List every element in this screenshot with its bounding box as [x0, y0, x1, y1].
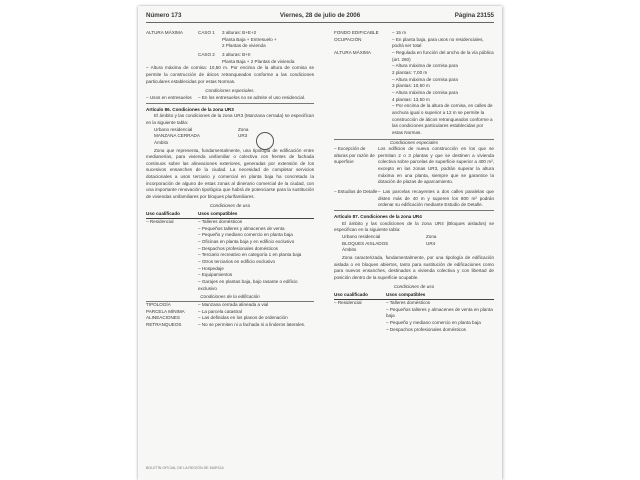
caso2-lines [222, 52, 314, 65]
ur3-info-table [146, 127, 314, 147]
ur4-zone-text: Zona caracterizada, fundamentalmente, por una tipología de edificación aislada o en bloques abiertos, tanto para sustitución de edificaciones como para nuevos ensanches, destinados a vivienda colectiva y con libertad de posición dentro de la superficie ocupable. [334, 255, 494, 280]
cond-especiales-title: Condiciones especiales. [205, 88, 255, 94]
list-item: – Talleres domésticos [386, 299, 431, 305]
estudios-value: – Las parcelas recayentes a dos calles paralelas que disten más de 40 m y superen los 800 m² podrán ordenar su edificación mediante Estudio de Detalle. [378, 189, 494, 208]
altura-label: ALTURA MÁXIMA [334, 49, 371, 55]
altura-row [334, 50, 494, 137]
list-item: – Pequeño y mediano comercio en planta baja [198, 232, 293, 238]
info-row: Urbano residencial Zona [154, 126, 249, 132]
uso-table-header: Uso cualificado Usos compatibles [146, 211, 314, 219]
list-item: – Terciario recreativo en categoría 1 en planta baja [198, 252, 302, 258]
list-item: – Garajes en plantas baja, bajo rasante o edificio exclusivo [198, 278, 298, 291]
altura-line: – Regulada en función del ancho de la vía pública (art. 260) [392, 49, 494, 62]
list-item: – Despachos profesionales domésticos [198, 245, 278, 251]
cond-edif-title: Condiciones de la edificación [200, 294, 260, 300]
list-item: – Equipamientos [198, 272, 233, 278]
info-row: Urbano residencial Zona [342, 234, 437, 240]
article-86-title: Artículo 86. Condiciones de la zona UR3 [146, 106, 234, 112]
article-87-title: Artículo 87. Condiciones de la zona UR4 [334, 214, 422, 220]
list-item: – Oficinas en planta baja y en edificio exclusivo [198, 239, 295, 245]
altura-line: 2 plantas: 7,00 m [392, 69, 428, 75]
ocupacion-label: OCUPACIÓN [334, 36, 362, 42]
circle-mark-icon [256, 132, 274, 150]
estudios-label: – Estudios de Detalle [334, 189, 378, 195]
caso2-line: Planta Baja + 2 Plantas de vivienda [222, 58, 295, 64]
edif-row: PARCELA MÍNIMA – La parcela catastral [146, 308, 242, 314]
ocupacion-row [334, 37, 494, 50]
cond-uso-title: Condiciones de uso [209, 202, 251, 208]
ocupacion-value: – En planta baja, para usos no residenciales, podrá ser total [392, 36, 484, 49]
altura-line: 3 plantas: 10,50 m [392, 83, 430, 89]
altura-line: – Altura máxima de cornisa para [392, 63, 458, 69]
estudios-row [334, 189, 494, 211]
altura-line: – Altura máxima de cornisa para [392, 89, 458, 95]
issue-date: Viernes, 28 de julio de 2006 [279, 12, 361, 19]
issue-number: Número 173 [146, 12, 182, 19]
uso-table-header: Uso cualificado Usos compatibles [334, 292, 494, 300]
page-header [146, 12, 494, 23]
edif-row: TIPOLOGÍA – Manzana cerrada alineada a vial [146, 301, 269, 307]
info-row: MANZANA CERRADA UR3 [154, 133, 248, 139]
article-86-intro: El ámbito y las condiciones de la zona UR3 (Manzana cerrada) se especifican en la siguiente tabla: [146, 113, 314, 125]
list-item: – Despachos profesionales domésticos [386, 326, 466, 332]
left-column [146, 30, 314, 329]
altura-block [146, 30, 314, 50]
page-number: Página 23155 [454, 12, 494, 19]
excepcion-row [334, 146, 494, 186]
uso-table [146, 219, 314, 292]
list-item: – Talleres domésticos [198, 219, 243, 225]
altura-line: – Por encima de la altura de cornisa, en calles de anchura igual o superior a 12 m se permite la construcción de áticos retranqueados conforme a las condiciones particulares establecidas por estas Normas. [392, 103, 493, 135]
caso1-lines [222, 30, 314, 50]
info-row: BLOQUES AISLADOS UR4 [342, 240, 436, 246]
uso-cualificado: – Residencial [146, 219, 174, 225]
cond-uso-title: Condiciones de uso [393, 283, 435, 289]
usos-entresuelos-row [146, 95, 314, 104]
usos-compatibles [198, 219, 314, 292]
list-item: – Pequeño y mediano comercio en planta baja [386, 319, 481, 325]
usos-value: – En los entresuelos no se admite el uso residencial. [198, 94, 306, 100]
list-item: – Pequeños talleres y almacenes de venta en planta baja [386, 306, 493, 319]
excepcion-value: Los edificios de nueva construcción en los que se permitan 2 o 3 plantas y que se destinen a vivienda colectiva sobre parcelas de superficie superior a 400 m², excepto en las zonas UR3, podrán superar la altura máxima en una planta, siempre que se garantice la dotación de plazas de aparcamiento. [378, 146, 494, 185]
usos-label: – Usos en entresuelos [146, 94, 192, 100]
fondo-label: FONDO EDIFICABLE [334, 30, 379, 35]
excepcion-label: – Excepción de alturas por razón de superficie [334, 146, 375, 165]
caso1-line: 3 alturas: B+E+2 [222, 30, 257, 35]
altura-line: – Altura máxima de cornisa para [392, 76, 458, 82]
cond-especiales-title: Condiciones especiales [334, 139, 494, 147]
info-row: Ámbito [342, 247, 357, 253]
list-item: – Hospedaje [198, 265, 224, 271]
ur3-zone-text: Zona que representa, fundamentalmente, una tipología de edificación entre medianerías, para vivienda unifamiliar o colectiva con frentes de fachada continuos sobre las alineaciones exteriores, generadas por extensión de los sucesivos ensanches de la ciudad. La necesidad de completar servicios dotacionales a usos terciario y comercial en planta baja ha concretado la incorporación de alguno de estas zonas al dinerario comercial de la ciudad, con una importante renovación tipológica que habrá de potenciarse para la sustitución de viviendas unifamiliares por bloques plurifamiliares. [146, 147, 314, 200]
page-footer: BOLETÍN OFICIAL DE LA REGIÓN DE MURCIA [146, 466, 224, 470]
caso1-line: 2 Plantas de vivienda [222, 43, 266, 49]
caso2-block [146, 52, 314, 65]
list-item: – Otros terciarios en edificio exclusivo [198, 259, 276, 264]
caso2-label: CASO 2 [198, 51, 215, 57]
list-item: – Pequeños talleres y almacenes de venta [198, 225, 285, 231]
caso1-label: CASO 1 [198, 30, 215, 35]
ur4-info-table [334, 234, 494, 254]
usos-compatibles [386, 300, 494, 333]
fondo-row [334, 30, 494, 37]
edif-row: RETRANQUEOS – No se permiten ni a fachada ni a linderos laterales. [146, 321, 306, 327]
altura-text: – Altura máxima de cornisa: 10,50 m. Por encima de la altura de cornisa se permite la construcción de áticos retranqueados conforme a las condiciones particulares establecidas por estas Normas. [146, 65, 314, 84]
edif-row: ALINEACIONES – Las definidas en los planos de ordenación [146, 315, 288, 321]
right-column [334, 30, 494, 333]
article-87-intro: El ámbito y las condiciones de la zona UR4 (Bloques aislados) se especifican en la siguiente tabla: [334, 220, 494, 233]
caso1-line: Planta Baja + Entresuelo + [222, 36, 277, 42]
fondo-value: – 15 m [392, 30, 407, 35]
altura-lines [392, 50, 494, 137]
caso2-line: 3 alturas: B+II [222, 51, 251, 57]
altura-line: 4 plantas: 13,50 m [392, 96, 430, 102]
document-page [138, 6, 502, 480]
uso-table [334, 300, 494, 333]
info-row: Ámbito [154, 139, 169, 145]
altura-label: ALTURA MÁXIMA [146, 30, 183, 35]
uso-cualificado: – Residencial [334, 299, 362, 305]
edif-table [146, 301, 314, 329]
